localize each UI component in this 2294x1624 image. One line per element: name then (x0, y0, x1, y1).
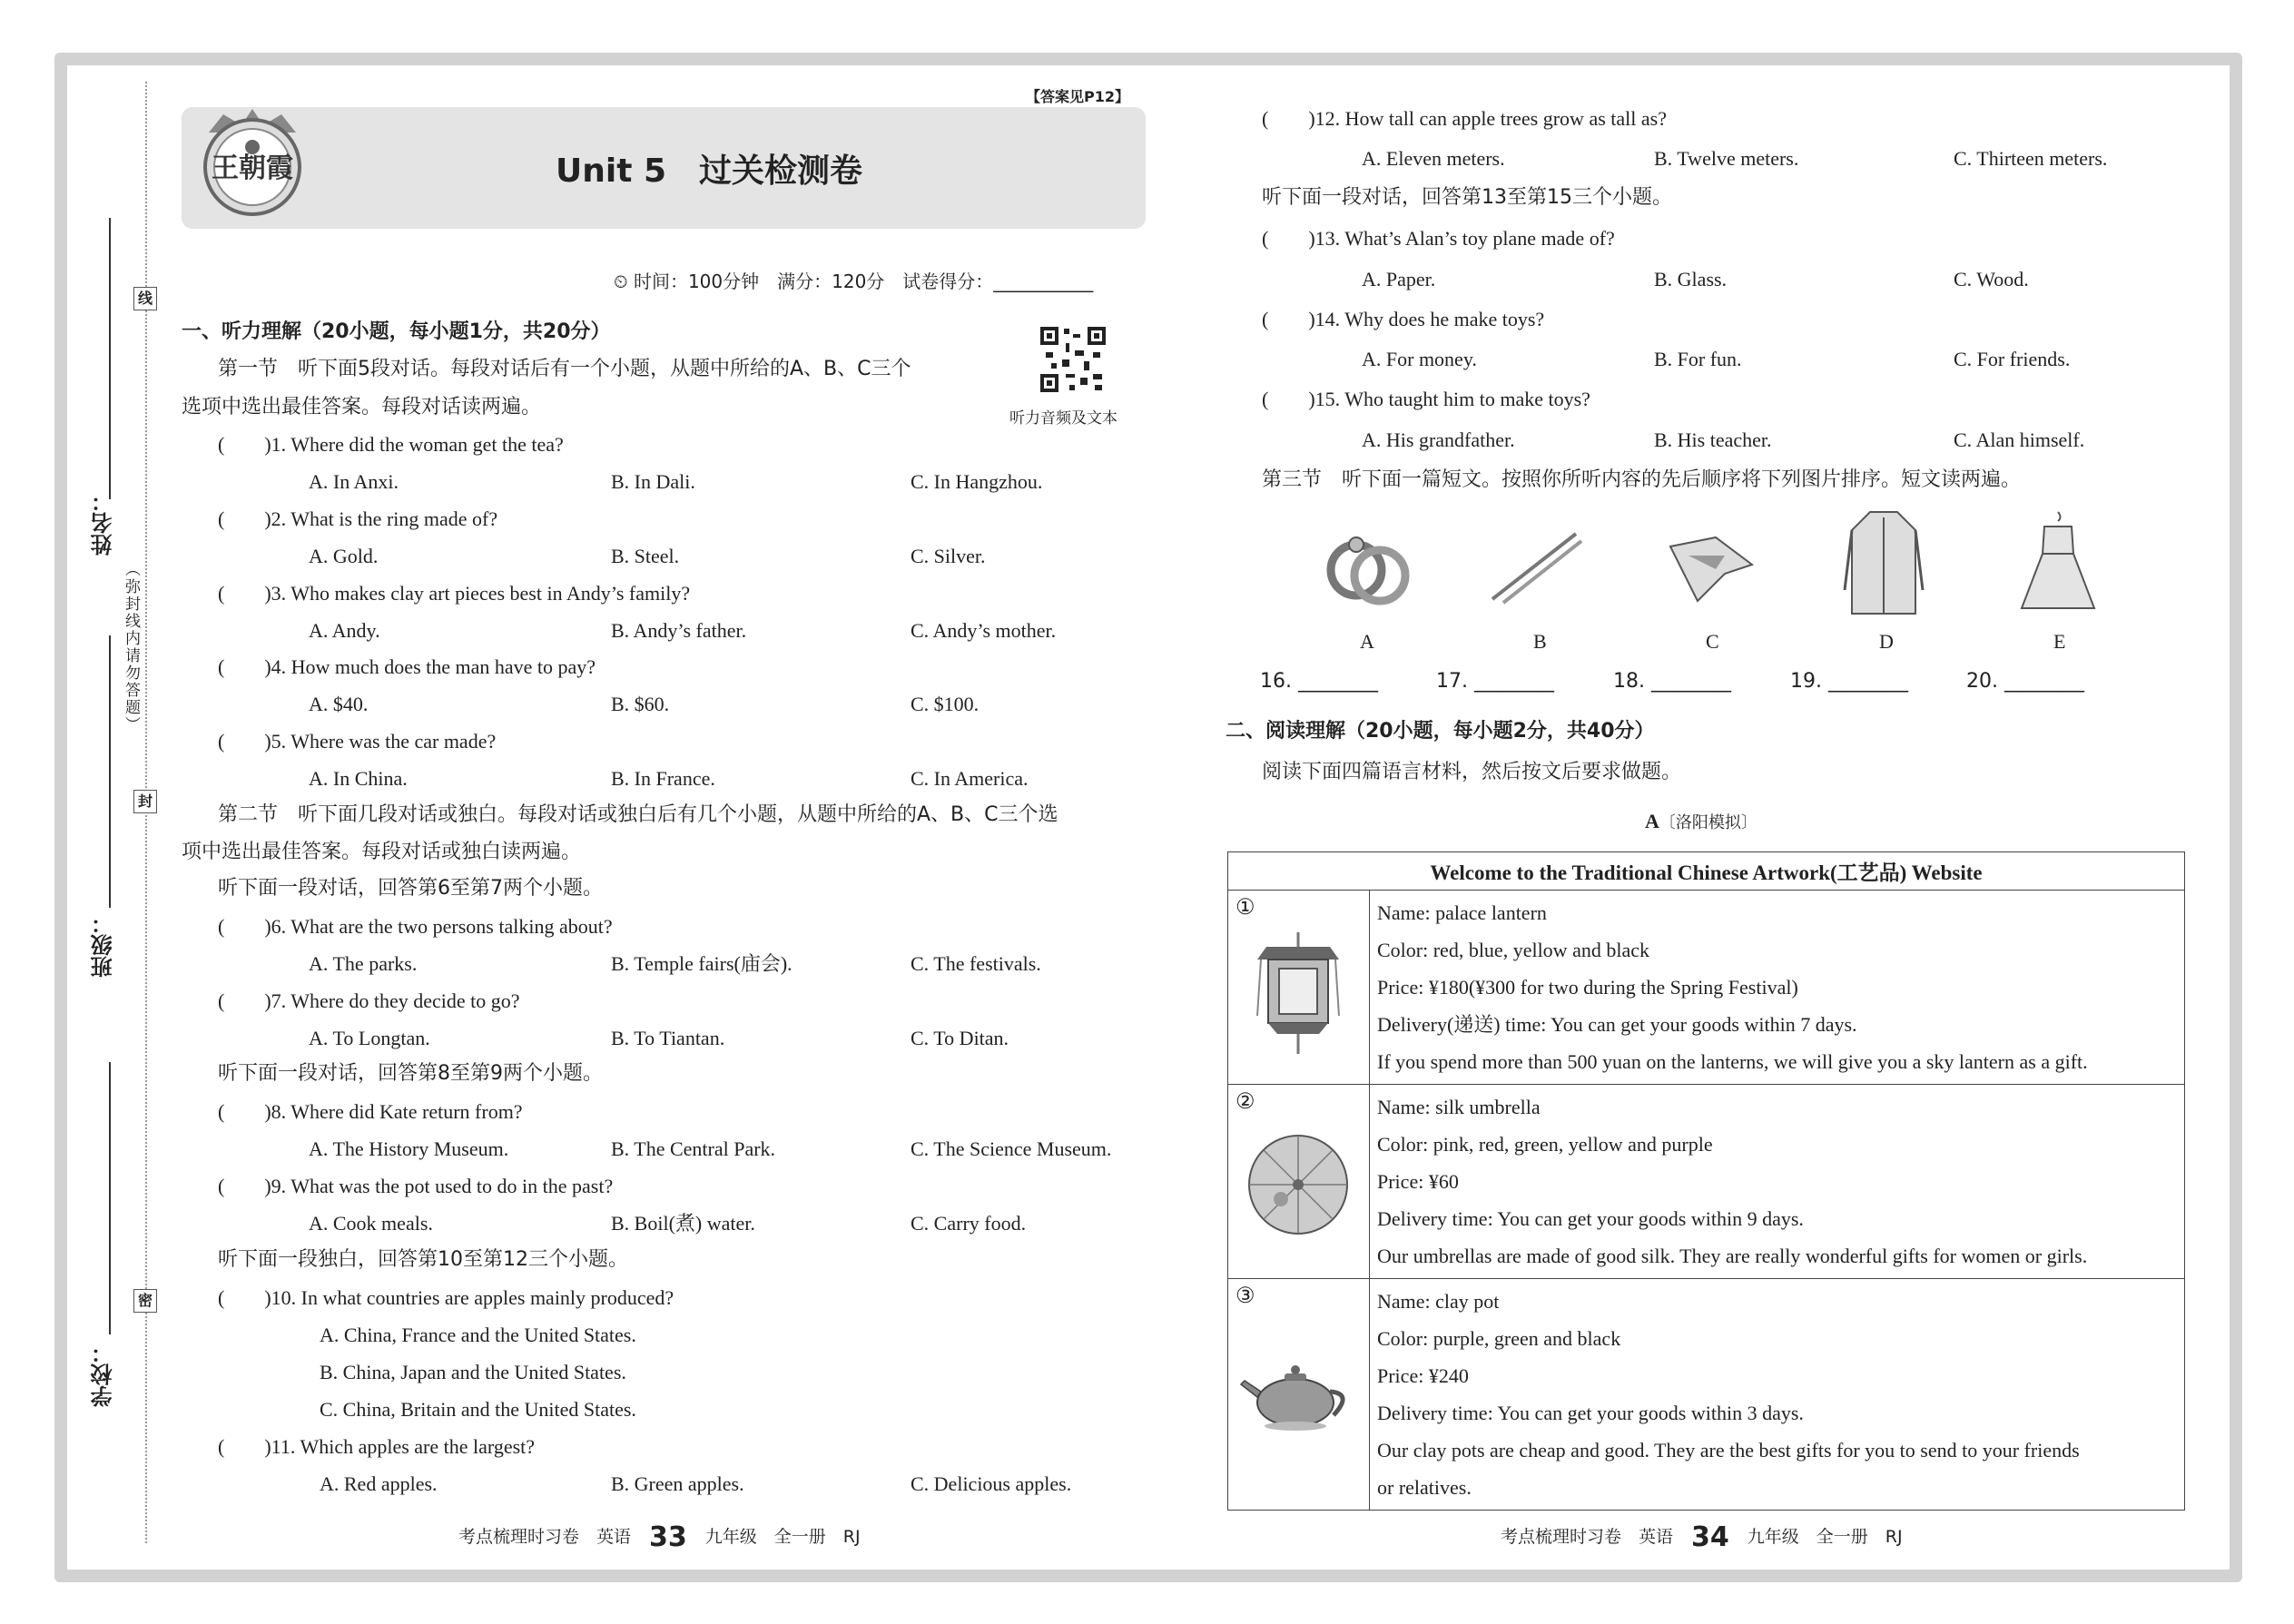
name-label: 姓名： (91, 490, 116, 556)
q5-option-c[interactable]: C. In America. (911, 767, 1029, 790)
footer-left-text2: 九年级 全一册 RJ (704, 1527, 861, 1547)
table-row (1228, 891, 2185, 1085)
school-label: 学校： (91, 1342, 116, 1407)
item-name: Name: palace lantern (1377, 901, 1547, 924)
table-row (1228, 1085, 2185, 1279)
item-note: If you spend more than 500 yuan on the lanterns, we will give you a sky lantern as a gift. (1377, 1050, 2088, 1073)
item-note: Our umbrellas are made of good silk. They are really wonderful gifts for women or girls. (1377, 1245, 2088, 1267)
part1-intro: 第一节 听下面5段对话。每段对话后有一个小题，从题中所给的A、B、C三个 (218, 358, 911, 380)
q12-option-b[interactable]: B. Twelve meters. (1654, 147, 1799, 170)
question-5: ( )5. Where was the car made? (218, 730, 497, 753)
q13-option-a[interactable]: A. Paper. (1362, 268, 1436, 290)
q7-option-c[interactable]: C. To Ditan. (911, 1027, 1009, 1049)
q14-option-a[interactable]: A. For money. (1362, 348, 1477, 370)
q11-option-b[interactable]: B. Green apples. (611, 1472, 744, 1495)
artwork-table (1227, 851, 2185, 1511)
class-label: 班级： (91, 912, 116, 978)
q5-option-b[interactable]: B. In France. (611, 767, 715, 790)
item-details (1370, 891, 2185, 1085)
clay-pot-image (1239, 1352, 1357, 1433)
question-8: ( )8. Where did Kate return from? (218, 1100, 523, 1123)
part3-intro: 第三节 听下面一篇短文。按照你所听内容的先后顺序将下列图片排序。短文读两遍。 (1262, 468, 2022, 491)
item-price: Price: ¥180(¥300 for two during the Spring Festival) (1377, 976, 1798, 999)
item-name: Name: clay pot (1377, 1290, 1500, 1313)
footer-right-text: 考点梳理时习卷 英语 (1501, 1527, 1674, 1547)
q2-option-b[interactable]: B. Steel. (611, 545, 680, 567)
picture-label-a: A (1360, 630, 1374, 653)
answer-reference: 【答案见P12】 (1026, 88, 1129, 105)
picture-label-d: D (1879, 630, 1894, 653)
q9-option-a[interactable]: A. Cook meals. (309, 1212, 433, 1235)
q15-option-a[interactable]: A. His grandfather. (1362, 428, 1515, 451)
item-image-cell (1228, 1085, 1370, 1279)
picture-label-e: E (2053, 630, 2066, 653)
table-row (1228, 1279, 2185, 1511)
item-note-cont: or relatives. (1377, 1476, 1472, 1499)
q8-option-c[interactable]: C. The Science Museum. (911, 1137, 1112, 1160)
q5-option-a[interactable]: A. In China. (309, 767, 408, 790)
picture-label-c: C (1706, 630, 1719, 653)
footer-right (1501, 1521, 1903, 1553)
item-color: Color: red, blue, yellow and black (1377, 939, 1649, 961)
q11-option-c[interactable]: C. Delicious apples. (911, 1472, 1072, 1495)
dialog-6-7-intro: 听下面一段对话，回答第6至第7两个小题。 (218, 877, 603, 900)
question-3: ( )3. Who makes clay art pieces best in Andy’s family? (218, 582, 691, 605)
q2-option-c[interactable]: C. Silver. (911, 545, 986, 567)
item-details (1370, 1085, 2185, 1279)
q12-option-a[interactable]: A. Eleven meters. (1362, 147, 1505, 170)
q1-option-a[interactable]: A. In Anxi. (309, 470, 399, 493)
seal-mark-line: 线 (133, 287, 157, 310)
question-10: ( )10. In what countries are apples mainly produced? (218, 1286, 674, 1309)
item-color: Color: pink, red, green, yellow and purple (1377, 1133, 1713, 1156)
dress-picture (2017, 508, 2099, 617)
passage-source: 〔洛阳模拟〕 (1659, 813, 1757, 832)
footer-left (458, 1521, 861, 1553)
q10-option-b[interactable]: B. China, Japan and the United States. (320, 1361, 626, 1383)
question-12: ( )12. How tall can apple trees grow as tall as? (1262, 107, 1667, 130)
footer-left-text: 考点梳理时习卷 英语 (458, 1527, 632, 1547)
passage-letter: A (1645, 810, 1659, 832)
item-details (1370, 1279, 2185, 1511)
question-7: ( )7. Where do they decide to go? (218, 989, 520, 1012)
q9-option-b[interactable]: B. Boil(煮) water. (611, 1212, 755, 1235)
qr-caption: 听力音频及文本 (1009, 409, 1117, 428)
page-title: Unit 5 过关检测卷 (556, 153, 862, 190)
item-note: Our clay pots are cheap and good. They are the best gifts for you to send to your friends (1377, 1439, 2080, 1462)
q15-option-b[interactable]: B. His teacher. (1654, 428, 1772, 451)
item-number: ① (1236, 896, 1255, 920)
item-number: ② (1236, 1090, 1255, 1114)
coat-picture (1843, 508, 1925, 617)
part2-intro-2: 项中选出最佳答案。每段对话或独白读两遍。 (182, 841, 582, 863)
mono-10-12-intro: 听下面一段独白，回答第10至第12三个小题。 (218, 1248, 628, 1271)
q4-option-c[interactable]: C. $100. (911, 693, 980, 715)
dialog-8-9-intro: 听下面一段对话，回答第8至第9两个小题。 (218, 1062, 603, 1085)
page-number-34: 34 (1691, 1521, 1729, 1553)
question-13: ( )13. What’s Alan’s toy plane made of? (1262, 227, 1615, 250)
item-delivery: Delivery(递送) time: You can get your goods within 7 days. (1377, 1013, 1857, 1036)
q14-option-c[interactable]: C. For friends. (1954, 348, 2071, 370)
item-color: Color: purple, green and black (1377, 1327, 1621, 1350)
footer-right-text2: 九年级 全一册 RJ (1747, 1527, 1903, 1547)
q6-option-b[interactable]: B. Temple fairs(庙会). (611, 952, 793, 975)
q10-option-c[interactable]: C. China, Britain and the United States. (320, 1398, 636, 1421)
palace-lantern-image (1248, 929, 1348, 1056)
answer-blank-19[interactable]: 19. ________ (1790, 670, 1908, 693)
q8-option-a[interactable]: A. The History Museum. (309, 1137, 509, 1160)
q6-option-c[interactable]: C. The festivals. (911, 952, 1041, 975)
picture-label-b: B (1533, 630, 1547, 653)
item-delivery: Delivery time: You can get your goods within 3 days. (1377, 1402, 1804, 1424)
q3-option-b[interactable]: B. Andy’s father. (611, 619, 747, 642)
paper-cut-picture (1661, 528, 1761, 610)
class-field-line (109, 635, 111, 908)
passage-label (1645, 810, 1757, 833)
question-6: ( )6. What are the two persons talking about? (218, 915, 613, 938)
question-2: ( )2. What is the ring made of? (218, 507, 498, 530)
question-4: ( )4. How much does the man have to pay? (218, 655, 596, 678)
section2-intro: 阅读下面四篇语言材料，然后按文后要求做题。 (1262, 761, 1682, 783)
item-image-cell (1228, 1279, 1370, 1511)
q14-option-b[interactable]: B. For fun. (1654, 348, 1742, 370)
question-14: ( )14. Why does he make toys? (1262, 308, 1545, 330)
rings-picture (1318, 528, 1418, 610)
time-info: ⏲ 时间：100分钟 满分：120分 试卷得分：___________ (614, 271, 1094, 292)
q3-option-a[interactable]: A. Andy. (309, 619, 380, 642)
brand-logo-text: 王朝霞 (212, 153, 293, 184)
q1-option-c[interactable]: C. In Hangzhou. (911, 470, 1043, 493)
q11-option-a[interactable]: A. Red apples. (320, 1472, 438, 1495)
table-title: Welcome to the Traditional Chinese Artwork(工艺品) Website (1228, 852, 2185, 891)
section1-heading: 一、听力理解（20小题，每小题1分，共20分） (182, 320, 611, 343)
question-9: ( )9. What was the pot used to do in the past? (218, 1175, 614, 1197)
answer-blank-17[interactable]: 17. ________ (1436, 670, 1554, 693)
q12-option-c[interactable]: C. Thirteen meters. (1954, 147, 2108, 170)
page-number-33: 33 (649, 1521, 687, 1553)
question-11: ( )11. Which apples are the largest? (218, 1435, 536, 1458)
answer-blank-18[interactable]: 18. ________ (1613, 670, 1731, 693)
item-name: Name: silk umbrella (1377, 1096, 1541, 1118)
part2-intro: 第二节 听下面几段对话或独白。每段对话或独白后有几个小题，从题中所给的A、B、C三个选 (218, 803, 1058, 826)
q2-option-a[interactable]: A. Gold. (309, 545, 379, 567)
answer-blank-20[interactable]: 20. ________ (1966, 670, 2084, 693)
q7-option-a[interactable]: A. To Longtan. (309, 1027, 430, 1049)
q6-option-a[interactable]: A. The parks. (309, 952, 418, 975)
silk-umbrella-image (1245, 1127, 1352, 1245)
margin-note: （弥封线内请勿答题） (122, 561, 140, 733)
q13-option-c[interactable]: C. Wood. (1954, 268, 2029, 290)
q7-option-b[interactable]: B. To Tiantan. (611, 1027, 725, 1049)
part1-intro-2: 选项中选出最佳答案。每段对话读两遍。 (182, 396, 542, 418)
q13-option-b[interactable]: B. Glass. (1654, 268, 1728, 290)
answer-blank-16[interactable]: 16. ________ (1260, 670, 1378, 693)
seal-mark-seal2: 密 (133, 1289, 157, 1313)
question-15: ( )15. Who taught him to make toys? (1262, 388, 1590, 410)
chopsticks-picture (1485, 527, 1585, 608)
seal-mark-seal: 封 (133, 790, 157, 813)
qr-code (1039, 325, 1108, 394)
question-1: ( )1. Where did the woman get the tea? (218, 433, 564, 456)
name-field-line (109, 218, 111, 499)
section2-heading: 二、阅读理解（20小题，每小题2分，共40分） (1226, 720, 1655, 743)
dialog-13-15-intro: 听下面一段对话，回答第13至第15三个小题。 (1262, 186, 1672, 209)
q8-option-b[interactable]: B. The Central Park. (611, 1137, 776, 1160)
q3-option-c[interactable]: C. Andy’s mother. (911, 619, 1057, 642)
item-delivery: Delivery time: You can get your goods within 9 days. (1377, 1207, 1804, 1230)
item-price: Price: ¥240 (1377, 1364, 1469, 1387)
item-number: ③ (1236, 1284, 1255, 1308)
item-image-cell (1228, 891, 1370, 1085)
q4-option-b[interactable]: B. $60. (611, 693, 670, 715)
q15-option-c[interactable]: C. Alan himself. (1954, 428, 2085, 451)
school-field-line (109, 1062, 111, 1334)
item-price: Price: ¥60 (1377, 1170, 1459, 1193)
q4-option-a[interactable]: A. $40. (309, 693, 369, 715)
q1-option-b[interactable]: B. In Dali. (611, 470, 695, 493)
q10-option-a[interactable]: A. China, France and the United States. (320, 1324, 636, 1346)
q9-option-c[interactable]: C. Carry food. (911, 1212, 1027, 1235)
